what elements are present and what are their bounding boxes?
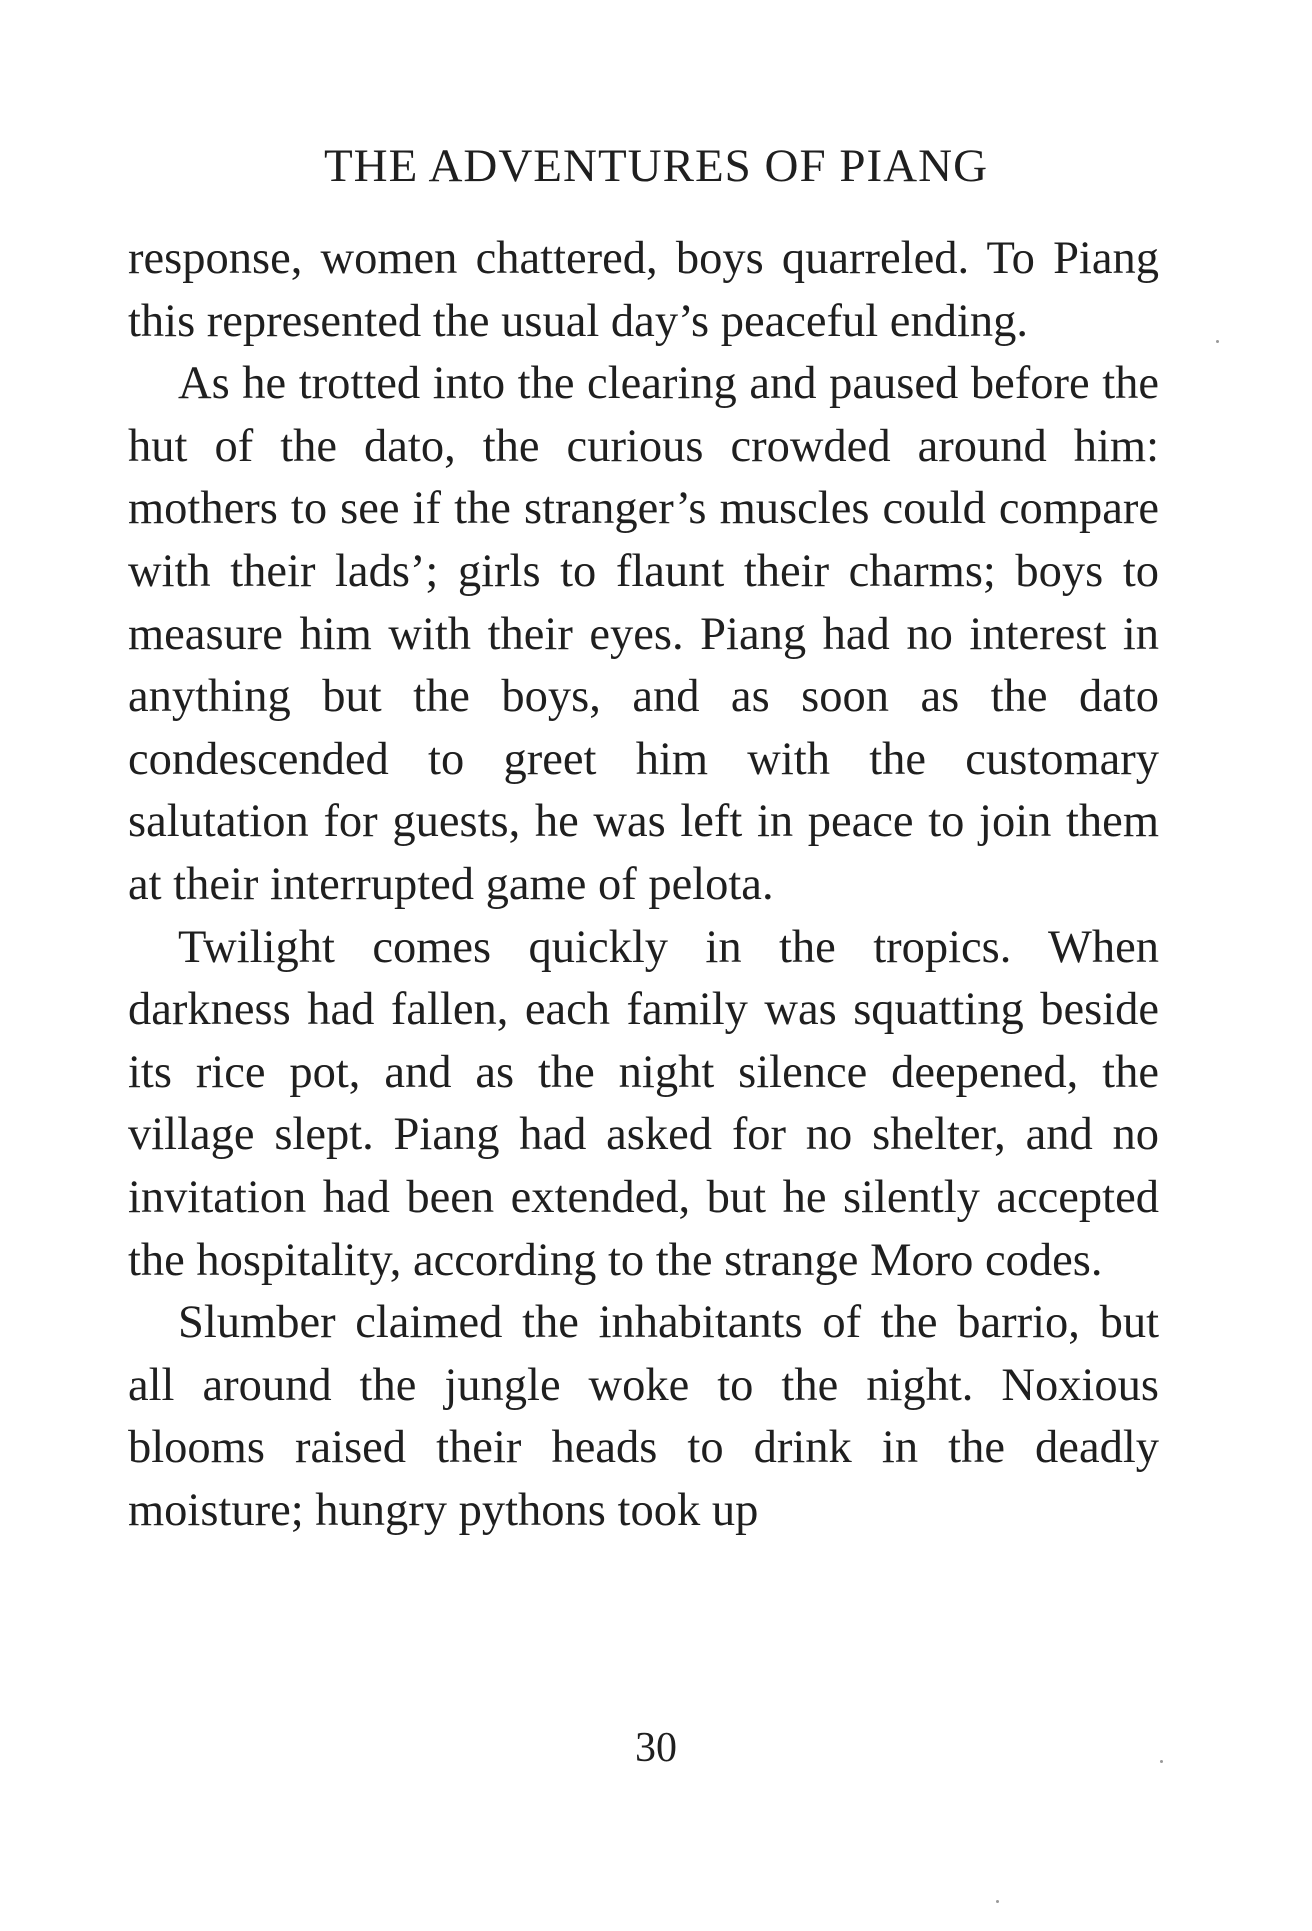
running-head: THE ADVENTURES OF PIANG bbox=[323, 140, 989, 192]
paragraph: Twilight comes quickly in the tropics. When darkness had fallen, each family was squatting beside its rice pot, and as the night silence deepened, the village slept. Piang had asked for no shelter, and no invitation had been extended, but he silently accepted the hospitality, according to the strange Moro codes. bbox=[128, 921, 1159, 1286]
paragraph: As he trotted into the clearing and paused before the hut of the dato, the curious crowded around him: mothers to see if the stranger’s muscles could compare with their lads’; girls to flaunt their charms; boys to measure him with their eyes. Piang had no interest in anything but the boys, and as soon as the dato condescended to greet him with the customary salutation for guests, he was left in peace to join them at their interrupted game of pelota. bbox=[128, 358, 1159, 910]
paragraph: Slumber claimed the inhabitants of the barrio, but all around the jungle woke to the night. Noxious blooms raised their heads to drink in the deadly moisture; hungry pythons took up bbox=[128, 1297, 1159, 1536]
paper-speck bbox=[996, 1900, 999, 1903]
body-text bbox=[128, 228, 1159, 1542]
paper-speck bbox=[1160, 1760, 1163, 1763]
paragraph-continued: response, women chattered, boys quarreled. To Piang this represented the usual day’s peaceful ending. bbox=[128, 233, 1159, 347]
paper-speck bbox=[1216, 340, 1219, 343]
page-number: 30 bbox=[635, 1725, 677, 1771]
